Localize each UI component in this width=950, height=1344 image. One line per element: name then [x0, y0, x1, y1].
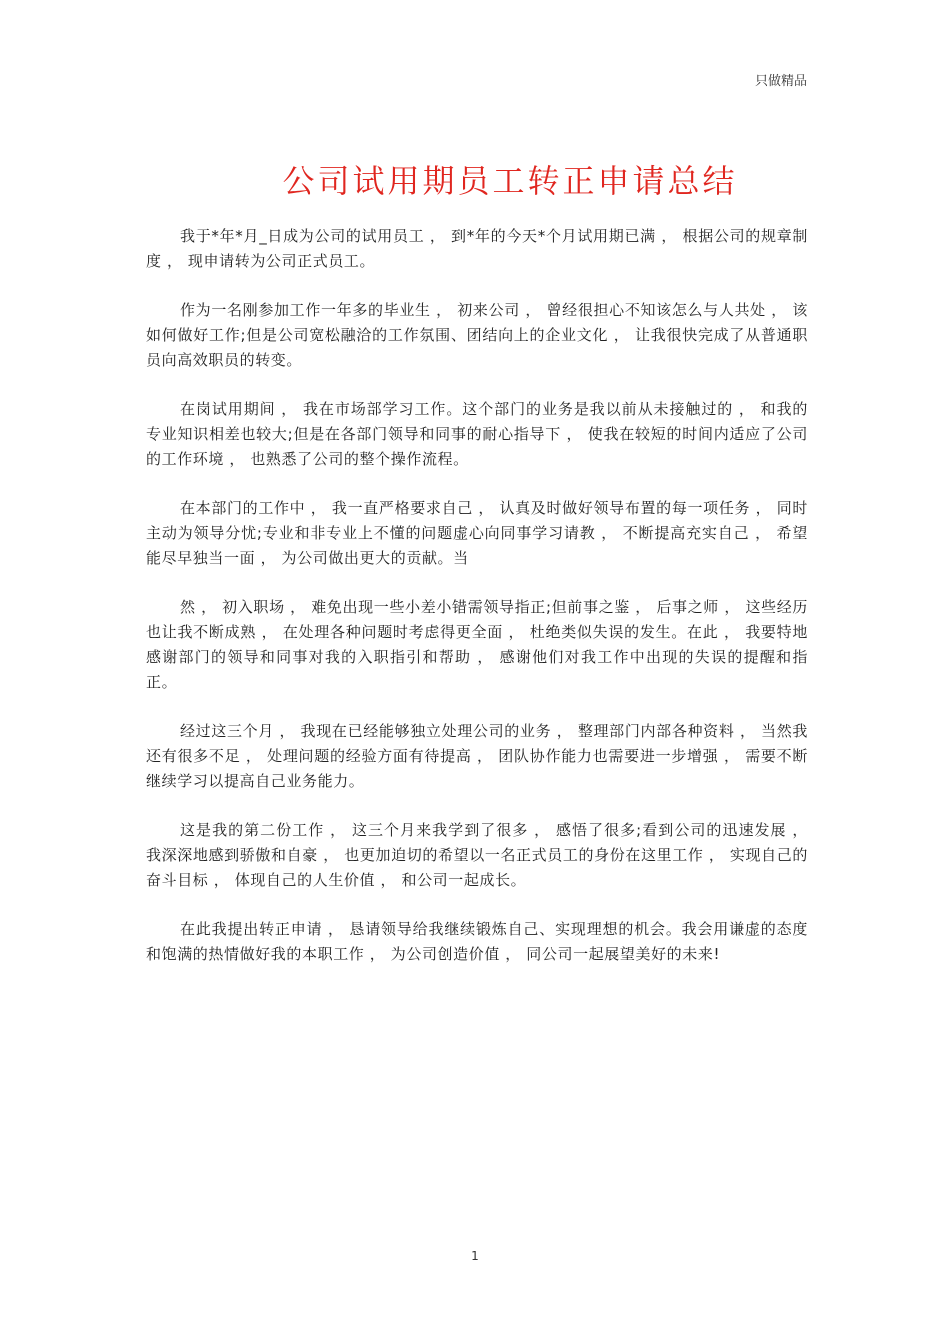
document-title: 公司试用期员工转正申请总结 — [282, 162, 738, 200]
paragraph-3: 在岗试用期间 ， 我在市场部学习工作。这个部门的业务是我以前从未接触过的 ， 和我的专业知识相差也较大;但是在各部门领导和同事的耐心指导下 ， 使我在较短的时间内适应了公司的工作环境 ， 也熟悉了公司的整个操作流程。 — [146, 400, 808, 468]
paragraph-7: 这是我的第二份工作 ， 这三个月来我学到了很多 ， 感悟了很多;看到公司的迅速发展 ， 我深深地感到骄傲和自豪 ， 也更加迫切的希望以一名正式员工的身份在这里工作 ， 实现自己的奋斗目标 ， 体现自己的人生价值 ， 和公司一起成长。 — [146, 821, 808, 889]
document-body — [146, 224, 808, 991]
paragraph-4: 在本部门的工作中 ， 我一直严格要求自己 ， 认真及时做好领导布置的每一项任务 ， 同时主动为领导分忧;专业和非专业上不懂的问题虚心向同事学习请教 ， 不断提高充实自己 ， 希望能尽早独当一面 ， 为公司做出更大的贡献。当 — [146, 499, 808, 567]
paragraph-1: 我于*年*月_日成为公司的试用员工 ， 到*年的今天*个月试用期已满 ， 根据公司的规章制度 ， 现申请转为公司正式员工。 — [146, 227, 808, 270]
header-note: 只做精品 — [754, 74, 807, 89]
paragraph-5: 然 ， 初入职场 ， 难免出现一些小差小错需领导指正;但前事之鉴 ， 后事之师 ， 这些经历也让我不断成熟 ， 在处理各种问题时考虑得更全面 ， 杜绝类似失误的发生。在此 ， 我要特地感谢部门的领导和同事对我的入职指引和帮助 ， 感谢他们对我工作中出现的失误的提醒和指正。 — [146, 598, 808, 691]
paragraph-8: 在此我提出转正申请 ， 恳请领导给我继续锻炼自己、实现理想的机会。我会用谦虚的态度和饱满的热情做好我的本职工作 ， 为公司创造价值 ， 同公司一起展望美好的未来! — [146, 920, 808, 963]
page-number: 1 — [471, 1249, 479, 1263]
paragraph-2: 作为一名刚参加工作一年多的毕业生 ， 初来公司 ， 曾经很担心不知该怎么与人共处 ， 该如何做好工作;但是公司宽松融洽的工作氛围、团结向上的企业文化 ， 让我很快完成了从普通职员向高效职员的转变。 — [146, 301, 808, 369]
paragraph-6: 经过这三个月 ， 我现在已经能够独立处理公司的业务 ， 整理部门内部各种资料 ， 当然我还有很多不足 ， 处理问题的经验方面有待提高 ， 团队协作能力也需要进一步增强 ， 需要不断继续学习以提高自己业务能力。 — [146, 722, 808, 790]
